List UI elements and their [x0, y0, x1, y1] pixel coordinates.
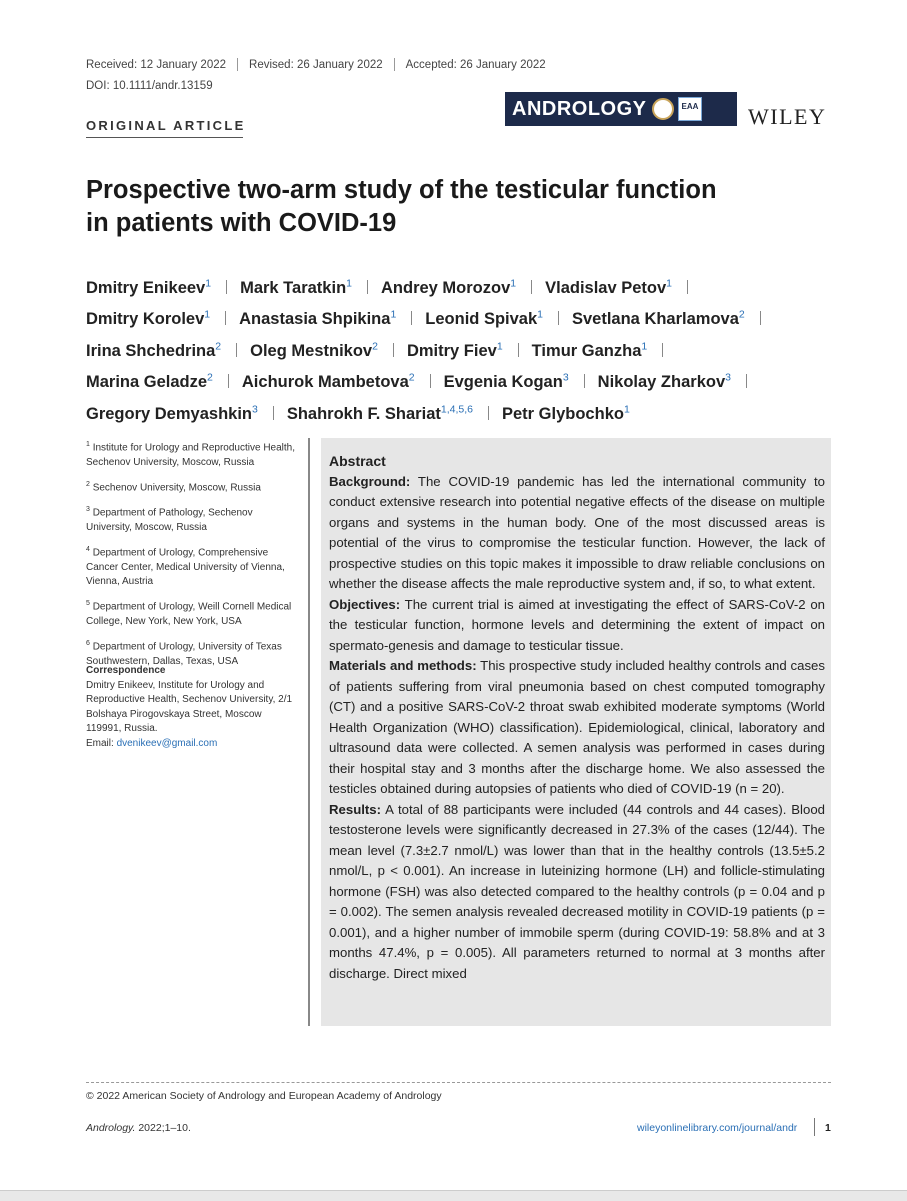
- author-name: [545, 279, 672, 297]
- date-separator: [237, 58, 238, 71]
- academy-logo-text: EAA: [681, 102, 699, 111]
- author-affiliation-ref[interactable]: 1,4,5,6: [440, 403, 473, 415]
- author-list: [86, 270, 826, 428]
- correspondence-body: Dmitry Enikeev, Institute for Urology and Reproductive Health, Sechenov University, 2/1 Bolshaya Pirogovskaya Street, Moscow 119991, Russia.: [86, 679, 293, 734]
- author-separator: [584, 374, 585, 388]
- affiliation: [86, 438, 296, 470]
- abstract-background: [329, 472, 825, 595]
- author-name: [444, 373, 569, 391]
- publisher-logo: WILEY: [748, 104, 827, 129]
- author-name-text: Oleg Mestnikov: [250, 341, 373, 360]
- author-affiliation-ref[interactable]: 1: [510, 277, 517, 289]
- author-affiliation-ref[interactable]: 1: [623, 403, 630, 415]
- page-number: 1: [825, 1122, 831, 1134]
- author-name: [250, 342, 378, 360]
- affiliation-text: Department of Urology, Comprehensive Cancer Center, Medical University of Vienna, Vienna, Austria: [86, 547, 285, 588]
- author-separator: [760, 311, 761, 325]
- author-affiliation-ref[interactable]: 1: [666, 277, 673, 289]
- author-name: [502, 405, 630, 423]
- author-separator: [236, 343, 237, 357]
- affiliation: [86, 543, 296, 590]
- author-name: [532, 342, 648, 360]
- author-name: [86, 373, 213, 391]
- author-name-text: Mark Taratkin: [240, 278, 347, 297]
- author-name: [381, 279, 516, 297]
- author-separator: [393, 343, 394, 357]
- author-affiliation-ref[interactable]: 1: [496, 340, 503, 352]
- author-name-text: Timur Ganzha: [531, 341, 642, 360]
- author-name: [425, 310, 543, 328]
- abstract-results: [329, 800, 825, 985]
- author-name-text: Irina Shchedrina: [86, 341, 216, 360]
- article-title: [86, 174, 786, 240]
- author-name: [86, 342, 221, 360]
- background-label: Background:: [329, 473, 411, 489]
- affiliation-text: Sechenov University, Moscow, Russia: [92, 482, 261, 494]
- title-line: Prospective two-arm study of the testicular function: [86, 176, 717, 204]
- author-name-text: Dmitry Korolev: [86, 310, 205, 328]
- affiliation-list: [86, 438, 296, 677]
- author-name: [287, 405, 473, 423]
- results-text: A total of 88 participants were included (44 controls and 44 cases). Blood testosterone levels were significantly decreased in 27.3% of the cases (12/44). The mean level (7.3±2.7 nmol/L) was lower than that in the healthy controls (13.5±5.2 nmol/L, p < 0.001). An increase in luteinizing hormone (LH) and follicle-stimulating hormone (FSH) was also detected compared to the healthy controls (p = 0.04 and p = 0.002). The semen analysis revealed decreased motility in COVID-19 patients (p = 0.001), and a higher number of immobile sperm (during COVID-19: 58.8% and at 3 months 47.4%, p = 0.005). All parameters returned to normal at 3 months after discharge. Direct mixed: [329, 801, 825, 981]
- author-line: [86, 302, 826, 334]
- author-affiliation-ref[interactable]: 2: [738, 308, 745, 321]
- abstract-objectives: [329, 595, 825, 657]
- history-dates: [86, 58, 546, 71]
- author-line: [86, 333, 826, 365]
- author-affiliation-ref[interactable]: 2: [215, 340, 222, 352]
- author-name: [239, 310, 396, 328]
- journal-banner-text: ANDROLOGY: [512, 97, 647, 120]
- affiliation-number: 3: [86, 506, 90, 514]
- abstract-box: [321, 438, 831, 1026]
- author-separator: [558, 311, 559, 325]
- correspondence-email-line: [86, 737, 296, 752]
- author-separator: [273, 406, 274, 420]
- revised-date: Revised: 26 January 2022: [249, 58, 383, 71]
- author-name: [407, 342, 503, 360]
- citation: [86, 1122, 191, 1134]
- methods-text: This prospective study included healthy controls and cases of patients suffering from viral pneumonia based on chest computed tomography (CT) and a positive SARS-CoV-2 throat swab exhibited moderate symptoms (World Health Organization (WHO) classification). Epidemiological, clinical, laboratory and ultrasound data were collected. A semen analysis was performed in cases during their hospital stay and 3 months after the discharge home. We also assessed the testicles obtained during autopsies of patients who died of COVID-19 (n = 20).: [329, 658, 825, 796]
- footer-rule: [86, 1082, 831, 1083]
- affiliation: [86, 597, 296, 629]
- author-separator: [430, 374, 431, 388]
- author-name: [572, 310, 745, 328]
- affiliation: [86, 478, 296, 496]
- author-affiliation-ref[interactable]: 3: [725, 371, 731, 384]
- author-name-text: Anastasia Shpikina: [239, 310, 391, 328]
- author-separator: [226, 280, 227, 294]
- author-affiliation-ref[interactable]: 3: [562, 371, 569, 384]
- author-name-text: Petr Glybochko: [502, 404, 624, 423]
- results-label: Results:: [329, 801, 382, 817]
- affiliation: [86, 503, 296, 535]
- author-line: [86, 270, 826, 302]
- author-name-text: Aichurok Mambetova: [241, 373, 409, 391]
- email-label: Email:: [86, 737, 117, 749]
- date-separator: [394, 58, 395, 71]
- author-name: [86, 279, 211, 297]
- author-separator: [228, 374, 229, 388]
- author-name: [598, 373, 731, 391]
- author-affiliation-ref[interactable]: 1: [346, 277, 352, 289]
- background-text: The COVID-19 pandemic has led the international community to conduct extensive research into potential negative effects of the disease on multiple organs and systems in the human body. One of the most discussed areas is potential of the virus to compromise the testicular function. However, the lack of prospective studies on this topic makes it impossible to draw reliable conclusions on whether the disease affects the male reproductive system and, if so, to what extent.: [329, 473, 825, 591]
- academy-logo-icon: [678, 97, 702, 121]
- title-line: in patients with COVID-19: [86, 209, 397, 237]
- methods-label: Materials and methods:: [329, 658, 477, 673]
- affiliation-text: Department of Pathology, Sechenov University, Moscow, Russia: [86, 507, 253, 533]
- author-affiliation-ref[interactable]: 1: [390, 308, 397, 321]
- author-name-text: Svetlana Kharlamova: [571, 310, 739, 328]
- author-name-text: Evgenia Kogan: [443, 373, 563, 391]
- author-name: [86, 405, 258, 423]
- author-affiliation-ref[interactable]: 1: [204, 308, 211, 321]
- author-separator: [225, 311, 226, 325]
- author-separator: [488, 406, 489, 420]
- copyright: © 2022 American Society of Andrology and European Academy of Andrology: [86, 1090, 442, 1102]
- citation-journal: Andrology.: [86, 1122, 136, 1134]
- affiliation-number: 6: [86, 640, 90, 648]
- affiliation-text: Institute for Urology and Reproductive Health, Sechenov University, Moscow, Russia: [86, 442, 296, 468]
- author-separator: [662, 343, 663, 357]
- doi: DOI: 10.1111/andr.13159: [86, 80, 213, 92]
- author-separator: [411, 311, 412, 325]
- affiliation-number: 4: [86, 545, 90, 553]
- author-name: [86, 310, 210, 328]
- author-name-text: Marina Geladze: [86, 373, 208, 391]
- journal-banner: [505, 92, 737, 126]
- author-name-text: Nikolay Zharkov: [597, 373, 726, 391]
- section-label: ORIGINAL ARTICLE: [86, 118, 246, 133]
- author-affiliation-ref[interactable]: 2: [207, 371, 213, 384]
- author-name-text: Shahrokh F. Shariat: [286, 404, 441, 423]
- affiliation-number: 1: [86, 441, 90, 448]
- author-separator: [518, 343, 519, 357]
- author-name: [240, 279, 352, 297]
- affiliation-number: 2: [86, 480, 90, 488]
- affiliation-number: 5: [86, 600, 90, 608]
- author-name-text: Dmitry Enikeev: [86, 278, 206, 297]
- author-name-text: Vladislav Petov: [545, 278, 667, 297]
- author-separator: [367, 280, 368, 294]
- objectives-text: The current trial is aimed at investigating the effect of SARS-CoV-2 on the testicular function, hormone levels and determining the extent of impact on spermato-genesis and damage to testicular tissue.: [329, 596, 825, 653]
- author-affiliation-ref[interactable]: 1: [641, 340, 648, 352]
- author-name-text: Dmitry Fiev: [406, 341, 497, 360]
- abstract-heading: Abstract: [329, 453, 386, 469]
- column-divider: [308, 438, 310, 1026]
- author-affiliation-ref[interactable]: 2: [372, 340, 378, 352]
- received-date: Received: 12 January 2022: [86, 58, 227, 71]
- section-rule: [86, 137, 243, 138]
- author-line: [86, 365, 826, 397]
- footer-separator: [814, 1118, 815, 1136]
- abstract-methods: [329, 656, 825, 800]
- author-line: [86, 396, 826, 428]
- author-name-text: Gregory Demyashkin: [86, 404, 252, 423]
- accepted-date: Accepted: 26 January 2022: [405, 58, 546, 71]
- next-page-edge: [0, 1190, 907, 1201]
- author-name-text: Leonid Spivak: [425, 310, 538, 328]
- author-separator: [746, 374, 747, 388]
- citation-rest: 2022;1–10.: [135, 1122, 191, 1134]
- society-seal-icon: [652, 98, 674, 120]
- correspondence: [86, 664, 296, 751]
- correspondence-heading: Correspondence: [86, 665, 166, 676]
- affiliation-text: Department of Urology, Weill Cornell Medical College, New York, New York, USA: [86, 601, 292, 628]
- journal-url[interactable]: wileyonlinelibrary.com/journal/andr: [637, 1122, 798, 1134]
- author-name: [242, 373, 415, 391]
- author-affiliation-ref[interactable]: 1: [205, 277, 212, 289]
- author-affiliation-ref[interactable]: 1: [537, 308, 543, 321]
- author-separator: [531, 280, 532, 294]
- author-affiliation-ref[interactable]: 3: [251, 403, 258, 415]
- email-link[interactable]: dvenikeev@gmail.com: [116, 737, 218, 749]
- author-name-text: Andrey Morozov: [381, 278, 511, 297]
- objectives-label: Objectives:: [329, 596, 401, 612]
- affiliation-text: Department of Urology, University of Texas Southwestern, Dallas, Texas, USA: [86, 641, 282, 667]
- author-separator: [687, 280, 688, 294]
- author-affiliation-ref[interactable]: 2: [408, 371, 415, 384]
